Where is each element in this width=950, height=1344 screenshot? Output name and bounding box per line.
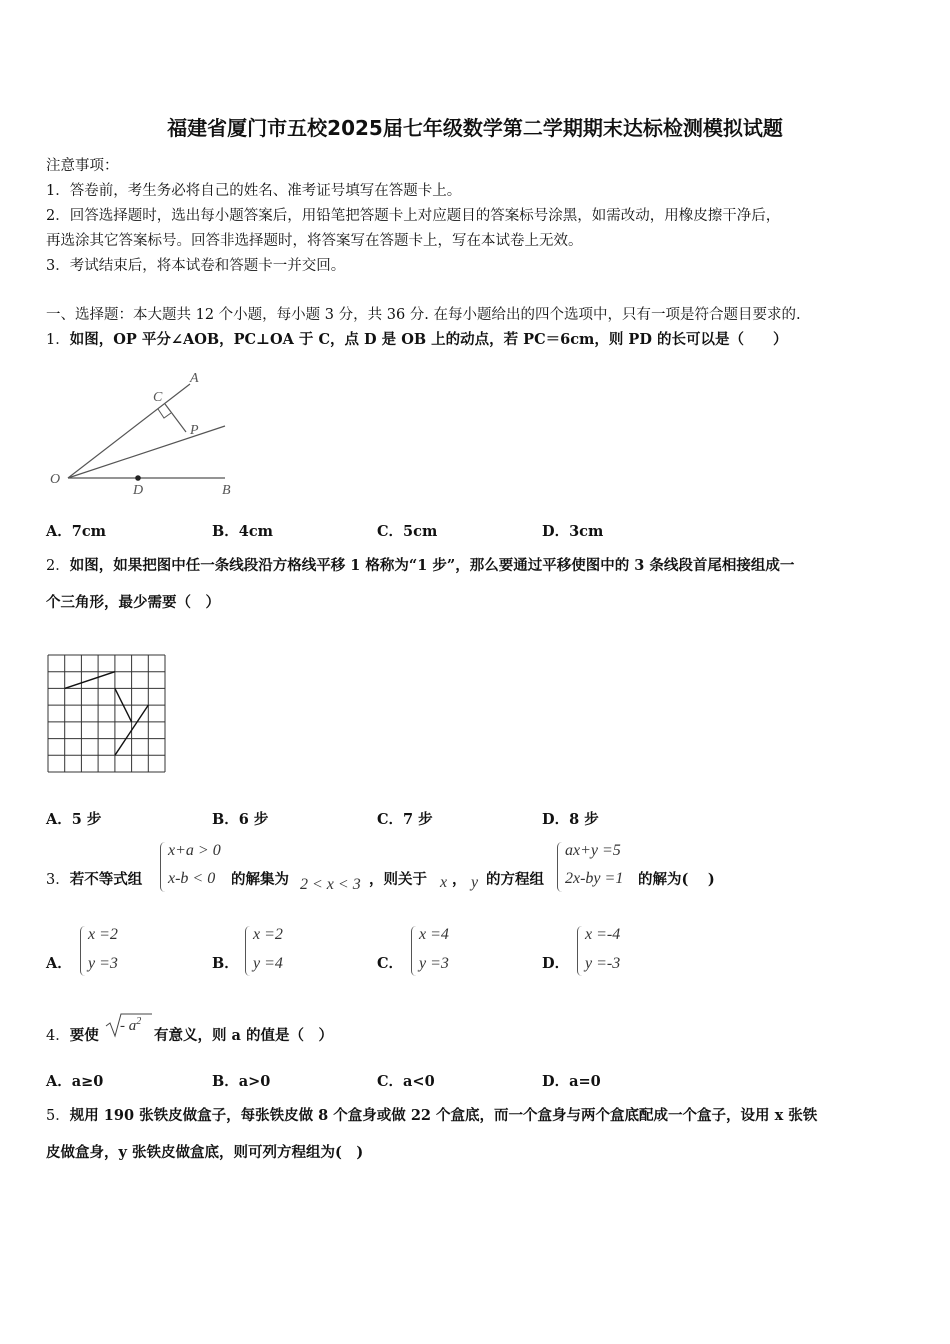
- question-2-cont: 个三角形，最少需要（ ）: [46, 594, 220, 611]
- question-5: 5．规用 190 张铁皮做盒子，每张铁皮做 8 个盒身或做 22 个盒底，而一个盒身与两个盒底配成一个盒子，设用 x 张铁: [46, 1107, 818, 1124]
- notice-item-1: 1．答卷前，考生务必将自己的姓名、准考证号填写在答题卡上。: [46, 183, 462, 199]
- grid-figure: [47, 654, 167, 776]
- question-5-cont: 皮做盒身，y 张铁皮做盒底，则可列方程组为( ): [46, 1144, 364, 1161]
- q3-option-c-line2: y =3: [419, 955, 449, 972]
- q1-option-b[interactable]: B．4cm: [212, 523, 274, 540]
- notice-heading: 注意事项：: [46, 158, 119, 174]
- label-d: D: [133, 483, 144, 498]
- inequality-1: x+a > 0: [168, 842, 221, 859]
- angle-bisector-figure: [40, 362, 250, 502]
- label-o: O: [50, 472, 61, 487]
- q2-option-b[interactable]: B．6 步: [212, 811, 269, 828]
- section-heading: 一、选择题：本大题共 12 个小题，每小题 3 分，共 36 分. 在每小题给出的四个选项中，只有一项是符合题目要求的.: [46, 307, 801, 323]
- q1-option-a[interactable]: A．7cm: [46, 523, 107, 540]
- question-number: 2．: [46, 558, 70, 574]
- comma: ，: [452, 871, 467, 888]
- q4-option-b[interactable]: B．a>0: [212, 1073, 271, 1090]
- question-3-text-3: 的方程组: [486, 871, 544, 888]
- q3-option-a-label[interactable]: A．: [46, 955, 72, 972]
- question-4: 4．要使: [46, 1027, 99, 1044]
- var-x: x: [440, 874, 448, 891]
- question-stem-line1: 如图，如果把图中任一条线段沿方格线平移 1 格称为“1 步”，那么要通过平移使图中的 3 条线段首尾相接组成一: [69, 557, 795, 574]
- brace: [411, 926, 416, 976]
- q4-option-d[interactable]: D．a=0: [542, 1073, 601, 1090]
- q2-option-d[interactable]: D．8 步: [542, 811, 599, 828]
- q3-option-c-line1: x =4: [419, 926, 449, 943]
- page-title: 福建省厦门市五校2025届七年级数学第二学期期末达标检测模拟试题: [167, 116, 783, 140]
- question-3-text-2: ，则关于: [369, 871, 427, 888]
- brace: [577, 926, 582, 976]
- label-a: A: [190, 371, 199, 386]
- brace: [80, 926, 85, 976]
- q3-option-b-line1: x =2: [253, 926, 283, 943]
- inequality-2: x-b < 0: [168, 870, 216, 887]
- q2-option-a[interactable]: A．5 步: [46, 811, 102, 828]
- q3-option-a-line2: y =3: [88, 955, 118, 972]
- equation-2: 2x-by =1: [565, 870, 624, 887]
- notice-item-3: 3．考试结束后，将本试卷和答题卡一并交回。: [46, 258, 346, 274]
- brace: [160, 842, 165, 892]
- q1-option-c[interactable]: C．5cm: [377, 523, 438, 540]
- equation-1: ax+y =5: [565, 842, 621, 859]
- var-y: y: [471, 874, 479, 891]
- radicand: - $a^2$: [120, 1016, 142, 1034]
- question-3-number: 3．若不等式组: [46, 871, 143, 888]
- q4-option-a[interactable]: A．a≥0: [46, 1073, 104, 1090]
- q3-option-b-label[interactable]: B．: [212, 955, 239, 972]
- label-b: B: [222, 483, 231, 498]
- brace: [245, 926, 250, 976]
- question-number: 1．: [46, 332, 70, 348]
- q2-option-c[interactable]: C．7 步: [377, 811, 433, 828]
- q3-option-a-line1: x =2: [88, 926, 118, 943]
- q3-option-d-line1: x =-4: [585, 926, 621, 943]
- question-stem: 如图，OP 平分∠AOB，PC⊥OA 于 C，点 D 是 OB 上的动点，若 PC＝6cm，则 PD 的长可以是（ ）: [69, 331, 788, 348]
- question-2: [46, 554, 794, 575]
- question-4-text: 有意义，则 a 的值是（ ）: [154, 1027, 333, 1044]
- q1-option-d[interactable]: D．3cm: [542, 523, 604, 540]
- notice-item-2-cont: 再选涂其它答案标号。回答非选择题时，将答案写在答题卡上，写在本试卷上无效。: [46, 233, 583, 249]
- question-3-text-4: 的解为( ): [638, 871, 715, 888]
- q3-option-b-line2: y =4: [253, 955, 283, 972]
- q4-option-c[interactable]: C．a<0: [377, 1073, 435, 1090]
- label-c: C: [153, 390, 163, 405]
- notice-item-2: 2．回答选择题时，选出每小题答案后，用铅笔把答题卡上对应题目的答案标号涂黑，如需改动，用橡皮擦干净后，: [46, 208, 781, 224]
- label-p: P: [190, 423, 199, 438]
- solution-range: 2 < x < 3: [300, 876, 361, 893]
- q3-option-d-line2: y =-3: [585, 955, 621, 972]
- q3-option-c-label[interactable]: C．: [377, 955, 404, 972]
- question-1: [46, 328, 787, 349]
- question-3-text: 的解集为: [231, 871, 289, 888]
- q3-option-d-label[interactable]: D．: [542, 955, 570, 972]
- brace: [557, 842, 562, 892]
